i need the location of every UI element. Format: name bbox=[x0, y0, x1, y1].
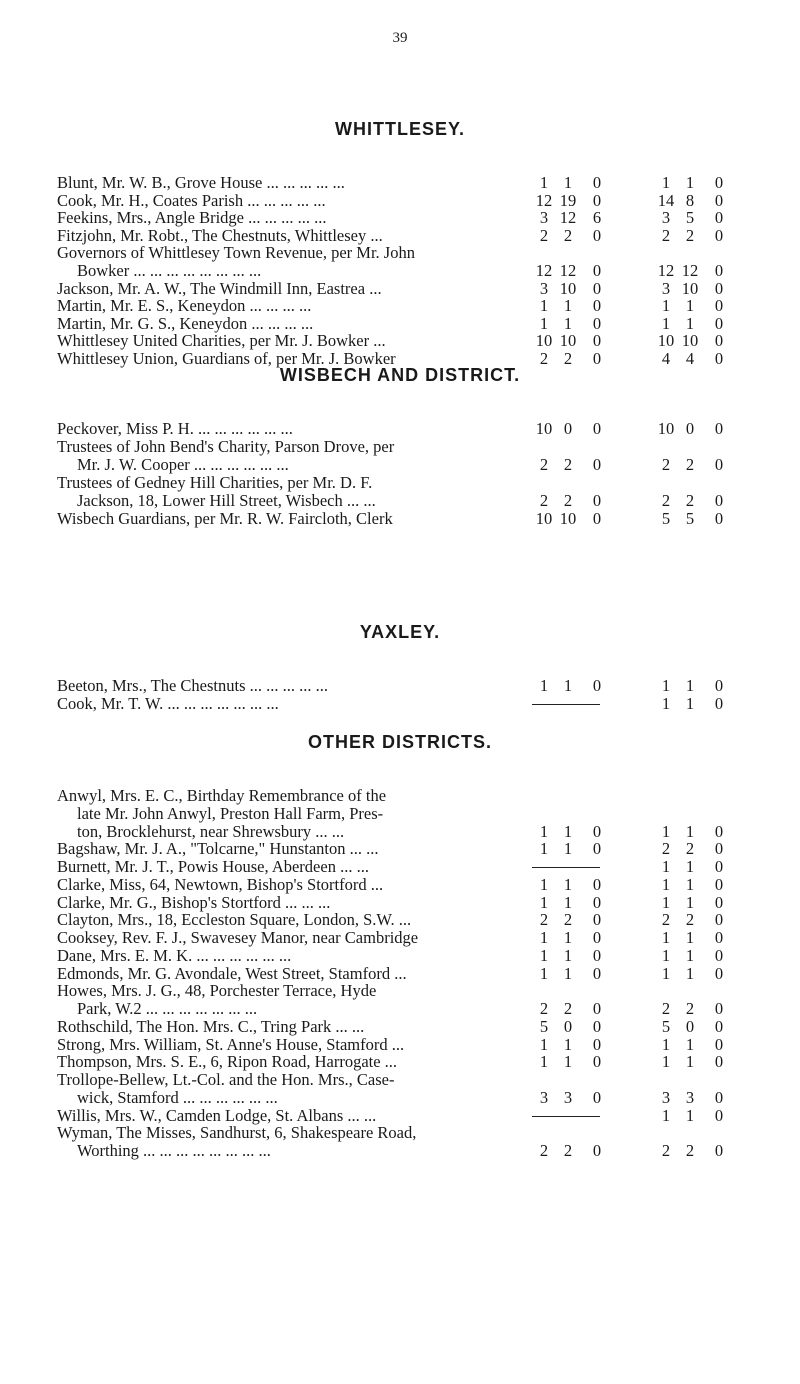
entry-name: Howes, Mrs. J. G., 48, Porchester Terrace, Hyde bbox=[57, 982, 377, 1001]
pence: 0 bbox=[714, 313, 724, 333]
entry-name: Jackson, Mr. A. W., The Windmill Inn, Eastrea ... bbox=[57, 279, 382, 298]
entry-name: Burnett, Mr. J. T., Powis House, Aberdeen ... ... bbox=[57, 858, 369, 876]
pence: 0 bbox=[592, 331, 602, 351]
pence: 0 bbox=[714, 190, 724, 210]
pounds: 2 bbox=[661, 999, 671, 1018]
shillings: 1 bbox=[685, 821, 695, 841]
pounds: 12 bbox=[657, 261, 675, 280]
pounds: 2 bbox=[539, 910, 549, 930]
shillings: 0 bbox=[685, 1016, 695, 1036]
pence: 0 bbox=[714, 945, 724, 965]
shillings: 3 bbox=[563, 1087, 573, 1107]
pounds: 1 bbox=[539, 1052, 549, 1072]
pounds: 2 bbox=[539, 490, 549, 510]
entry-line bbox=[0, 192, 800, 210]
shillings: 1 bbox=[563, 928, 573, 947]
pounds: 2 bbox=[661, 454, 671, 474]
shillings: 10 bbox=[681, 331, 699, 351]
pence: 0 bbox=[714, 892, 724, 912]
entry-line bbox=[0, 227, 800, 245]
entry-line bbox=[0, 805, 800, 823]
entry-name: Rothschild, The Hon. Mrs. C., Tring Park ... ... bbox=[57, 1017, 365, 1036]
page-number: 39 bbox=[392, 30, 408, 46]
pounds: 10 bbox=[535, 331, 553, 351]
entry-name: Trustees of Gedney Hill Charities, per Mr. D. F. bbox=[57, 473, 373, 492]
pence: 0 bbox=[592, 278, 602, 298]
entry-name: Clayton, Mrs., 18, Eccleston Square, London, S.W. ... bbox=[57, 911, 412, 930]
pence: 0 bbox=[592, 963, 602, 983]
shillings: 1 bbox=[685, 173, 695, 192]
entry-line bbox=[0, 982, 800, 1000]
entry-line bbox=[0, 894, 800, 912]
pence: 0 bbox=[714, 490, 724, 510]
pounds: 1 bbox=[661, 821, 671, 841]
shillings: 1 bbox=[685, 694, 695, 713]
entry-line bbox=[0, 510, 800, 528]
entry-line bbox=[0, 280, 800, 298]
pence: 0 bbox=[714, 874, 724, 894]
shillings: 1 bbox=[563, 1052, 573, 1072]
entry-line bbox=[0, 929, 800, 947]
shillings: 10 bbox=[559, 278, 577, 298]
shillings: 2 bbox=[563, 225, 573, 245]
entry-name: Clarke, Mr. G., Bishop's Stortford ... ... ... bbox=[57, 893, 331, 912]
entry-line bbox=[0, 1000, 800, 1018]
shillings: 1 bbox=[685, 1105, 695, 1125]
pence: 0 bbox=[714, 173, 724, 192]
shillings: 1 bbox=[685, 1052, 695, 1072]
shillings: 1 bbox=[563, 839, 573, 859]
entry-line bbox=[0, 787, 800, 805]
shillings: 1 bbox=[685, 1034, 695, 1054]
pence: 0 bbox=[592, 676, 602, 695]
section-heading: YAXLEY. bbox=[359, 622, 441, 642]
pence: 0 bbox=[714, 1034, 724, 1054]
shillings: 2 bbox=[563, 454, 573, 474]
shillings: 2 bbox=[563, 1141, 573, 1160]
pounds: 2 bbox=[661, 490, 671, 510]
entry-line bbox=[0, 858, 800, 876]
entry-line bbox=[0, 876, 800, 894]
pence: 0 bbox=[592, 1034, 602, 1054]
shillings: 1 bbox=[685, 945, 695, 965]
entry-name: Thompson, Mrs. S. E., 6, Ripon Road, Harrogate ... bbox=[57, 1053, 398, 1072]
pounds: 5 bbox=[539, 1016, 549, 1036]
shillings: 1 bbox=[563, 313, 573, 333]
shillings: 1 bbox=[563, 296, 573, 316]
shillings: 1 bbox=[563, 892, 573, 912]
pounds: 1 bbox=[661, 1105, 671, 1125]
shillings: 0 bbox=[685, 419, 695, 438]
entry-name: Edmonds, Mr. G. Avondale, West Street, Stamford ... bbox=[57, 964, 407, 983]
entry-name: Clarke, Miss, 64, Newtown, Bishop's Stortford ... bbox=[57, 875, 384, 894]
shillings: 12 bbox=[559, 208, 577, 228]
entry-name: Cook, Mr. T. W. ... ... ... ... ... ... ... bbox=[57, 695, 279, 713]
pence: 0 bbox=[714, 419, 724, 438]
shillings: 2 bbox=[685, 490, 695, 510]
pence: 0 bbox=[714, 694, 724, 713]
pounds: 1 bbox=[661, 857, 671, 876]
entry-name: Wyman, The Misses, Sandhurst, 6, Shakespeare Road, bbox=[57, 1124, 417, 1143]
pounds: 3 bbox=[539, 208, 549, 228]
entry-name: Peckover, Miss P. H. ... ... ... ... ... ... bbox=[57, 420, 293, 438]
pence: 0 bbox=[592, 839, 602, 859]
entry-name: Beeton, Mrs., The Chestnuts ... ... ... ... ... bbox=[57, 677, 329, 695]
pounds: 2 bbox=[539, 1141, 549, 1160]
entry-name: Worthing ... ... ... ... ... ... ... ... bbox=[77, 1142, 271, 1160]
pence: 0 bbox=[714, 331, 724, 351]
pounds: 1 bbox=[539, 676, 549, 695]
pence: 0 bbox=[714, 910, 724, 930]
pence: 0 bbox=[592, 999, 602, 1018]
shillings: 2 bbox=[685, 910, 695, 930]
entry-name: late Mr. John Anwyl, Preston Hall Farm, Pres- bbox=[77, 804, 384, 823]
pounds: 1 bbox=[661, 945, 671, 965]
blank-amount-rule bbox=[532, 1116, 600, 1117]
entry-line bbox=[0, 1107, 800, 1125]
pence: 0 bbox=[592, 454, 602, 474]
pounds: 14 bbox=[657, 190, 675, 210]
entry-line bbox=[0, 840, 800, 858]
pounds: 1 bbox=[661, 694, 671, 713]
entry-line bbox=[0, 332, 800, 350]
entry-line bbox=[0, 1124, 800, 1142]
blank-amount-rule bbox=[532, 867, 600, 868]
entry-line bbox=[0, 315, 800, 333]
shillings: 2 bbox=[563, 349, 573, 368]
pence: 0 bbox=[714, 454, 724, 474]
pounds: 1 bbox=[539, 1034, 549, 1054]
pounds: 1 bbox=[661, 963, 671, 983]
pence: 0 bbox=[592, 349, 602, 368]
shillings: 1 bbox=[685, 676, 695, 695]
shillings: 2 bbox=[563, 490, 573, 510]
pounds: 3 bbox=[661, 278, 671, 298]
shillings: 1 bbox=[685, 857, 695, 876]
shillings: 8 bbox=[685, 190, 695, 210]
pence: 0 bbox=[714, 1105, 724, 1125]
pence: 0 bbox=[714, 278, 724, 298]
pounds: 2 bbox=[539, 454, 549, 474]
entry-line bbox=[0, 420, 800, 438]
shillings: 3 bbox=[685, 1087, 695, 1107]
pence: 0 bbox=[714, 1016, 724, 1036]
shillings: 12 bbox=[681, 261, 699, 280]
entry-name: Governors of Whittlesey Town Revenue, per Mr. John bbox=[57, 244, 415, 263]
entry-name: Jackson, 18, Lower Hill Street, Wisbech ... ... bbox=[77, 491, 376, 510]
pence: 0 bbox=[592, 313, 602, 333]
shillings: 12 bbox=[559, 261, 577, 280]
entry-name: Trustees of John Bend's Charity, Parson Drove, per bbox=[57, 437, 395, 456]
pence: 0 bbox=[592, 945, 602, 965]
shillings: 1 bbox=[563, 821, 573, 841]
entry-name: Bagshaw, Mr. J. A., "Tolcarne," Hunstanton ... ... bbox=[57, 840, 379, 859]
shillings: 10 bbox=[681, 278, 699, 298]
entry-line bbox=[0, 947, 800, 965]
shillings: 2 bbox=[685, 1141, 695, 1160]
shillings: 1 bbox=[563, 945, 573, 965]
pence: 0 bbox=[714, 857, 724, 876]
pence: 0 bbox=[714, 821, 724, 841]
shillings: 2 bbox=[685, 999, 695, 1018]
pounds: 2 bbox=[661, 839, 671, 859]
entry-line bbox=[0, 438, 800, 456]
pence: 0 bbox=[714, 676, 724, 695]
shillings: 1 bbox=[685, 963, 695, 983]
pounds: 3 bbox=[661, 1087, 671, 1107]
entry-name: Feekins, Mrs., Angle Bridge ... ... ... ... ... bbox=[57, 209, 327, 228]
pounds: 1 bbox=[539, 928, 549, 947]
pence: 0 bbox=[714, 261, 724, 280]
pence: 0 bbox=[714, 1052, 724, 1072]
pounds: 10 bbox=[535, 419, 553, 438]
pounds: 5 bbox=[661, 1016, 671, 1036]
blank-amount-rule bbox=[532, 704, 600, 705]
entry-name: Wisbech Guardians, per Mr. R. W. Faircloth, Clerk bbox=[57, 509, 393, 528]
pence: 0 bbox=[714, 999, 724, 1018]
pounds: 1 bbox=[661, 874, 671, 894]
entry-name: Dane, Mrs. E. M. K. ... ... ... ... ... ... bbox=[57, 946, 292, 965]
pounds: 5 bbox=[661, 508, 671, 528]
pence: 0 bbox=[714, 208, 724, 228]
pence: 0 bbox=[714, 225, 724, 245]
pounds: 1 bbox=[661, 928, 671, 947]
shillings: 1 bbox=[563, 874, 573, 894]
pounds: 1 bbox=[661, 892, 671, 912]
pounds: 3 bbox=[539, 1087, 549, 1107]
pounds: 1 bbox=[539, 821, 549, 841]
shillings: 2 bbox=[563, 910, 573, 930]
pounds: 2 bbox=[661, 910, 671, 930]
pence: 0 bbox=[592, 1087, 602, 1107]
pence: 0 bbox=[592, 910, 602, 930]
entry-line bbox=[0, 677, 800, 695]
entry-line bbox=[0, 262, 800, 280]
entry-line bbox=[0, 456, 800, 474]
pounds: 2 bbox=[661, 225, 671, 245]
entry-line bbox=[0, 244, 800, 262]
shillings: 1 bbox=[685, 892, 695, 912]
entry-line bbox=[0, 1089, 800, 1107]
pounds: 10 bbox=[535, 508, 553, 528]
pence: 0 bbox=[592, 508, 602, 528]
entry-name: Park, W.2 ... ... ... ... ... ... ... bbox=[77, 1000, 258, 1018]
shillings: 1 bbox=[685, 928, 695, 947]
pence: 0 bbox=[592, 1016, 602, 1036]
section-heading: WISBECH AND DISTRICT. bbox=[279, 365, 521, 385]
pounds: 3 bbox=[539, 278, 549, 298]
pence: 0 bbox=[714, 1141, 724, 1160]
pounds: 1 bbox=[661, 1052, 671, 1072]
entry-line bbox=[0, 474, 800, 492]
pence: 0 bbox=[714, 839, 724, 859]
pounds: 2 bbox=[661, 1141, 671, 1160]
pounds: 1 bbox=[539, 313, 549, 333]
entry-line bbox=[0, 1036, 800, 1054]
pence: 0 bbox=[592, 928, 602, 947]
entry-line bbox=[0, 1142, 800, 1160]
entry-name: Bowker ... ... ... ... ... ... ... ... bbox=[77, 262, 262, 280]
shillings: 1 bbox=[563, 963, 573, 983]
pence: 0 bbox=[592, 296, 602, 316]
entry-name: Strong, Mrs. William, St. Anne's House, Stamford ... bbox=[57, 1035, 405, 1054]
pence: 0 bbox=[714, 508, 724, 528]
entry-name: Whittlesey United Charities, per Mr. J. Bowker ... bbox=[57, 332, 386, 351]
shillings: 2 bbox=[685, 839, 695, 859]
entry-line bbox=[0, 174, 800, 192]
pence: 6 bbox=[592, 208, 602, 228]
shillings: 2 bbox=[685, 225, 695, 245]
pence: 0 bbox=[714, 928, 724, 947]
entry-name: Fitzjohn, Mr. Robt., The Chestnuts, Whittlesey ... bbox=[57, 226, 383, 245]
pence: 0 bbox=[592, 261, 602, 280]
pence: 0 bbox=[592, 1141, 602, 1160]
entry-name: Blunt, Mr. W. B., Grove House ... ... ... ... ... bbox=[57, 174, 345, 192]
pence: 0 bbox=[592, 1052, 602, 1072]
pounds: 1 bbox=[661, 676, 671, 695]
shillings: 19 bbox=[559, 190, 577, 210]
entry-name: Anwyl, Mrs. E. C., Birthday Remembrance of the bbox=[57, 787, 387, 805]
entry-line bbox=[0, 1018, 800, 1036]
entry-line bbox=[0, 297, 800, 315]
pounds: 1 bbox=[539, 892, 549, 912]
pence: 0 bbox=[714, 296, 724, 316]
pounds: 1 bbox=[539, 945, 549, 965]
pence: 0 bbox=[714, 963, 724, 983]
shillings: 5 bbox=[685, 208, 695, 228]
pence: 0 bbox=[592, 419, 602, 438]
pounds: 4 bbox=[661, 349, 671, 368]
entry-line bbox=[0, 1053, 800, 1071]
pounds: 1 bbox=[661, 173, 671, 192]
pence: 0 bbox=[592, 173, 602, 192]
entry-name: Martin, Mr. G. S., Keneydon ... ... ... ... bbox=[57, 314, 314, 333]
shillings: 1 bbox=[563, 1034, 573, 1054]
shillings: 10 bbox=[559, 331, 577, 351]
pence: 0 bbox=[592, 190, 602, 210]
entry-name: Cooksey, Rev. F. J., Swavesey Manor, near Cambridge bbox=[57, 929, 419, 947]
pounds: 10 bbox=[657, 331, 675, 351]
pounds: 1 bbox=[539, 963, 549, 983]
shillings: 1 bbox=[685, 874, 695, 894]
pounds: 1 bbox=[539, 173, 549, 192]
shillings: 4 bbox=[685, 349, 695, 368]
shillings: 0 bbox=[563, 1016, 573, 1036]
pence: 0 bbox=[592, 225, 602, 245]
pounds: 2 bbox=[539, 349, 549, 368]
pounds: 1 bbox=[539, 874, 549, 894]
pence: 0 bbox=[592, 874, 602, 894]
pounds: 1 bbox=[661, 296, 671, 316]
pence: 0 bbox=[592, 490, 602, 510]
shillings: 5 bbox=[685, 508, 695, 528]
pounds: 12 bbox=[535, 261, 553, 280]
entry-line bbox=[0, 823, 800, 841]
shillings: 1 bbox=[685, 313, 695, 333]
pounds: 1 bbox=[661, 1034, 671, 1054]
entry-name: Mr. J. W. Cooper ... ... ... ... ... ... bbox=[77, 455, 289, 474]
entry-line bbox=[0, 695, 800, 713]
entry-line bbox=[0, 911, 800, 929]
section-heading: WHITTLESEY. bbox=[334, 119, 465, 139]
shillings: 1 bbox=[685, 296, 695, 316]
shillings: 1 bbox=[563, 676, 573, 695]
entry-name: Martin, Mr. E. S., Keneydon ... ... ... ... bbox=[57, 297, 312, 316]
shillings: 0 bbox=[563, 419, 573, 438]
entry-name: wick, Stamford ... ... ... ... ... ... bbox=[77, 1088, 278, 1107]
shillings: 2 bbox=[563, 999, 573, 1018]
pence: 0 bbox=[592, 821, 602, 841]
pounds: 2 bbox=[539, 999, 549, 1018]
pounds: 3 bbox=[661, 208, 671, 228]
pounds: 1 bbox=[661, 313, 671, 333]
shillings: 2 bbox=[685, 454, 695, 474]
pounds: 1 bbox=[539, 296, 549, 316]
section-heading: OTHER DISTRICTS. bbox=[307, 732, 492, 752]
pence: 0 bbox=[592, 892, 602, 912]
pounds: 1 bbox=[539, 839, 549, 859]
entry-name: ton, Brocklehurst, near Shrewsbury ... ... bbox=[77, 822, 345, 841]
pence: 0 bbox=[714, 349, 724, 368]
entry-line bbox=[0, 209, 800, 227]
pence: 0 bbox=[714, 1087, 724, 1107]
shillings: 1 bbox=[563, 173, 573, 192]
entry-line bbox=[0, 492, 800, 510]
entry-name: Whittlesey Union, Guardians of, per Mr. J. Bowker bbox=[57, 350, 396, 368]
entry-line bbox=[0, 965, 800, 983]
entry-name: Cook, Mr. H., Coates Parish ... ... ... ... ... bbox=[57, 191, 326, 210]
entry-name: Trollope-Bellew, Lt.-Col. and the Hon. Mrs., Case- bbox=[57, 1071, 395, 1089]
pounds: 2 bbox=[539, 225, 549, 245]
pounds: 12 bbox=[535, 190, 553, 210]
shillings: 10 bbox=[559, 508, 577, 528]
pounds: 10 bbox=[657, 419, 675, 438]
entry-name: Willis, Mrs. W., Camden Lodge, St. Albans ... ... bbox=[57, 1106, 377, 1125]
entry-line bbox=[0, 1071, 800, 1089]
